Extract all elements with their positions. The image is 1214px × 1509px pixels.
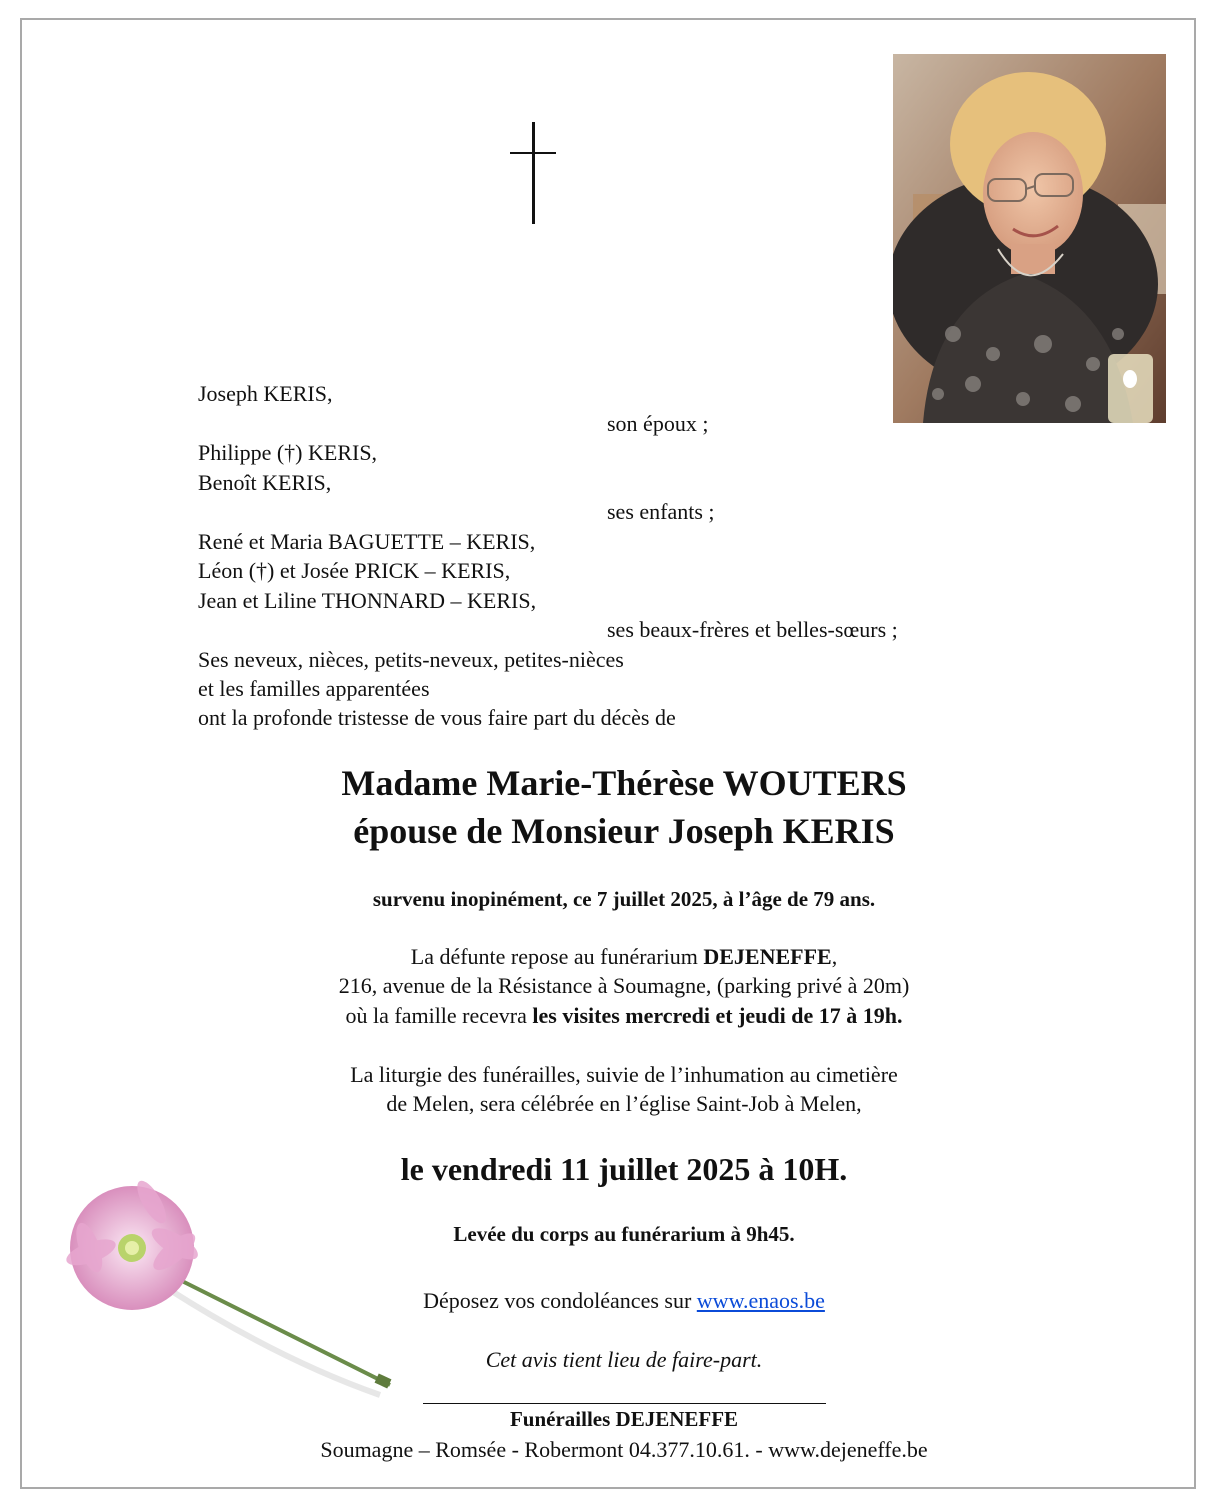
wake-line-1-prefix: La défunte repose au funérarium: [410, 944, 704, 969]
wake-line-1-suffix: ,: [831, 944, 838, 969]
wake-line-3: [0, 1002, 1214, 1030]
in-law-name: Léon (†) et Josée PRICK – KERIS,: [198, 558, 511, 583]
liturgy-line-1: La liturgie des funérailles, suivie de l’inhumation au cimetière: [350, 1062, 898, 1087]
child-name: Benoît KERIS,: [198, 470, 332, 495]
death-date-line: survenu inopinément, ce 7 juillet 2025, à l’âge de 79 ans.: [372, 887, 876, 911]
other-family-line: Ses neveux, nièces, petits-neveux, petites-nièces: [198, 647, 624, 672]
child-name: Philippe (†) KERIS,: [198, 440, 378, 465]
notice-line: Cet avis tient lieu de faire-part.: [485, 1347, 763, 1372]
in-laws-role: ses beaux-frères et belles-sœurs ;: [607, 617, 898, 642]
other-family-line: et les familles apparentées: [198, 676, 430, 701]
husband-name: Joseph KERIS,: [198, 381, 333, 406]
visiting-hours: les visites mercredi et jeudi de 17 à 19h.: [532, 1003, 903, 1028]
deceased-name: Madame Marie-Thérèse WOUTERS: [341, 763, 907, 803]
deceased-spouse-line: épouse de Monsieur Joseph KERIS: [353, 811, 895, 851]
announcement-line: ont la profonde tristesse de vous faire part du décès de: [198, 705, 676, 730]
footer-contact: Soumagne – Romsée - Robermont 04.377.10.61. - www.dejeneffe.be: [320, 1437, 928, 1462]
children-role: ses enfants ;: [607, 499, 715, 524]
funeral-home-name: DEJENEFFE: [703, 944, 832, 969]
condolences-link[interactable]: www.enaos.be: [696, 1288, 825, 1313]
wake-line-3-prefix: où la famille recevra: [345, 1003, 533, 1028]
wake-address: 216, avenue de la Résistance à Soumagne, (parking privé à 20m): [338, 973, 910, 998]
footer-company: Funérailles DEJENEFFE: [509, 1407, 739, 1431]
flower-icon: [60, 1180, 420, 1420]
liturgy-line-2: de Melen, sera célébrée en l’église Saint-Job à Melen,: [386, 1091, 862, 1116]
in-law-name: Jean et Liline THONNARD – KERIS,: [198, 588, 537, 613]
levee-line: Levée du corps au funérarium à 9h45.: [453, 1222, 795, 1246]
funeral-date: le vendredi 11 juillet 2025 à 10H.: [400, 1151, 848, 1187]
portrait-photo: [893, 54, 1166, 423]
condolences-prefix: Déposez vos condoléances sur: [423, 1288, 697, 1313]
footer-divider: [423, 1403, 826, 1404]
in-law-name: René et Maria BAGUETTE – KERIS,: [198, 529, 536, 554]
husband-role: son époux ;: [607, 411, 709, 436]
wake-line-1: [0, 943, 1214, 971]
cross-icon: [510, 122, 558, 226]
